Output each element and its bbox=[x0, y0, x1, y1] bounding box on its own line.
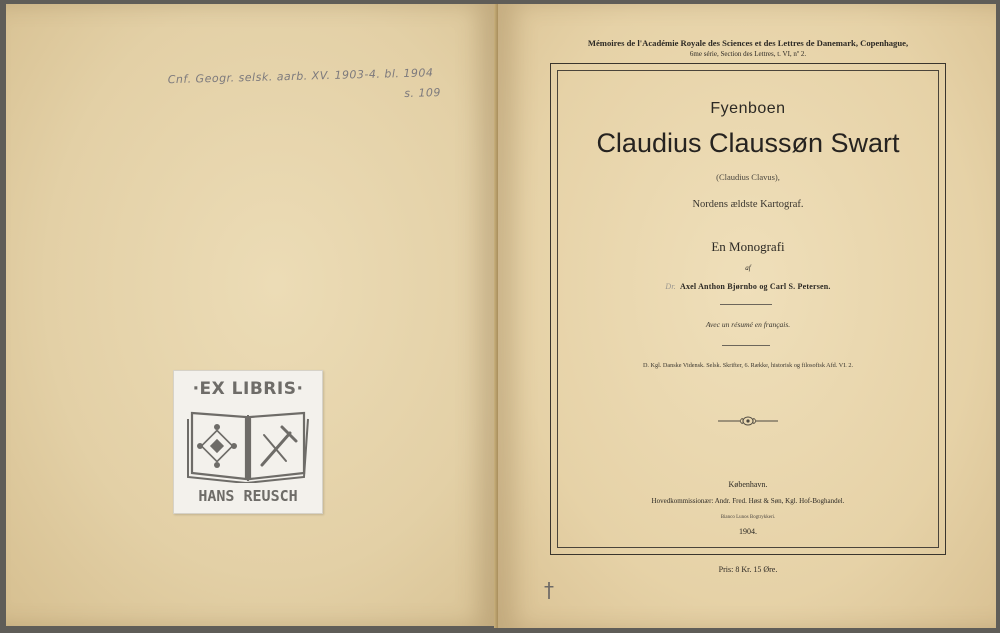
title-parenthetical: (Claudius Clavus), bbox=[716, 172, 780, 182]
flower-emblem-icon bbox=[197, 424, 237, 468]
authors bbox=[557, 282, 939, 291]
open-book-icon bbox=[186, 403, 310, 483]
title-small: Fyenboen bbox=[710, 100, 786, 117]
ornament-icon bbox=[718, 414, 778, 428]
authors-prefix: Dr. bbox=[665, 282, 676, 291]
monograph-label: En Monografi bbox=[711, 239, 785, 254]
by-label: af bbox=[745, 264, 751, 272]
series-header-text: Mémoires de l'Académie Royale des Sciences et des Lettres de Danemark, Copenhague, bbox=[587, 38, 909, 48]
handwritten-note-line2: s. 109 bbox=[404, 86, 442, 101]
price: Pris: 8 Kr. 15 Øre. bbox=[718, 565, 778, 574]
resume-note: Avec un résumé en français. bbox=[705, 320, 791, 329]
pencil-mark: † bbox=[544, 578, 554, 602]
publication-year: 1904. bbox=[739, 527, 757, 536]
hammer-icon bbox=[262, 427, 296, 465]
divider-rule bbox=[722, 345, 770, 346]
subtitle: Nordens ældste Kartograf. bbox=[692, 199, 804, 210]
page-title: Claudius Claussøn Swart bbox=[596, 128, 900, 158]
bookplate-top-text: ·EX LIBRIS· bbox=[192, 379, 304, 399]
publication-city: København. bbox=[728, 480, 768, 489]
series-reference: D. Kgl. Danske Vidensk. Selsk. Skrifter, 6. Række, historisk og filosofisk Afd. VI. 2. bbox=[642, 362, 854, 369]
bookplate-owner-name: HANS REUSCH bbox=[198, 487, 298, 505]
handwritten-note bbox=[168, 62, 489, 110]
series-header-sub: 6me série, Section des Lettres, t. VI, nº 2. bbox=[689, 50, 807, 58]
ex-libris-bookplate bbox=[173, 370, 323, 514]
divider-rule bbox=[720, 304, 772, 305]
commission-publisher: Hovedkommissionær: Andr. Fred. Høst & Søn, Kgl. Hof-Boghandel. bbox=[651, 497, 845, 505]
authors-names: Axel Anthon Bjørnbo og Carl S. Petersen. bbox=[679, 282, 831, 291]
printer-name: Bianco Lunos Bogtrykkeri. bbox=[720, 515, 776, 520]
series-header bbox=[548, 38, 948, 60]
handwritten-note-line1: Cnf. Geogr. selsk. aarb. XV. 1903-4. bl. 1904 bbox=[167, 66, 434, 87]
